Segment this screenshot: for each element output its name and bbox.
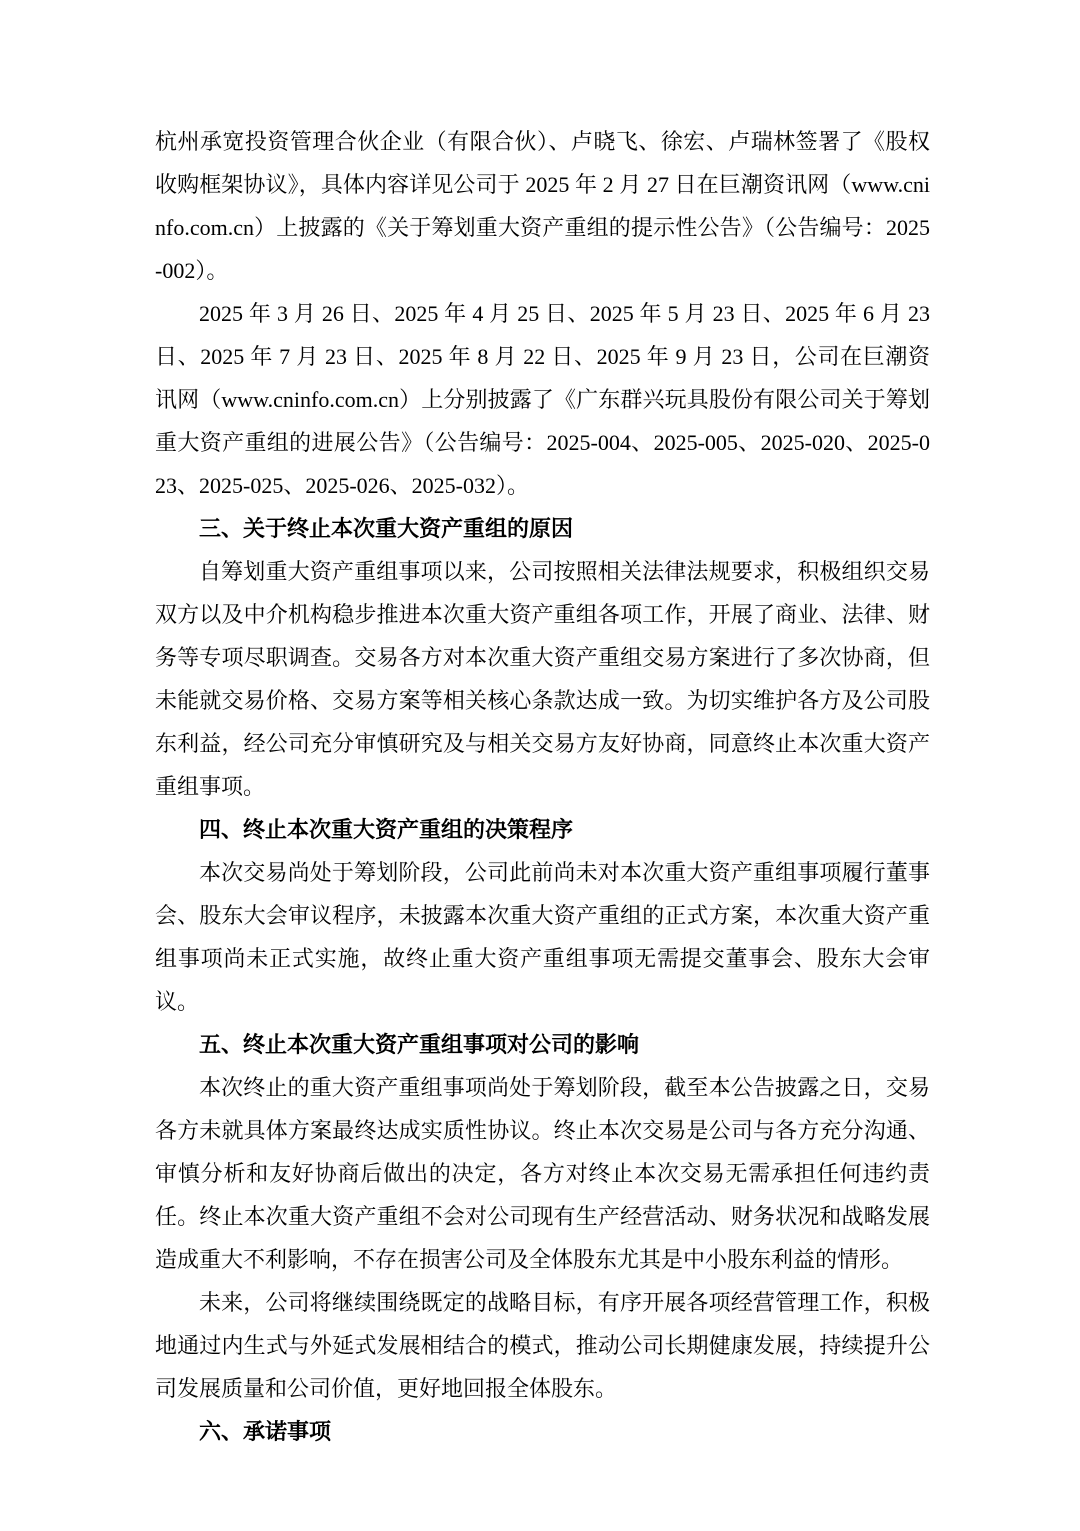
paragraph: 自筹划重大资产重组事项以来，公司按照相关法律法规要求，积极组织交易双方以及中介机构稳步推进本次重大资产重组各项工作，开展了商业、法律、财务等专项尽职调查。交易各方对本次重大资产重组交易方案进行了多次协商，但未能就交易价格、交易方案等相关核心条款达成一致。为切实维护各方及公司股东利益，经公司充分审慎研究及与相关交易方友好协商，同意终止本次重大资产重组事项。 (155, 559, 930, 799)
paragraph-continued: 杭州承宽投资管理合伙企业（有限合伙）、卢晓飞、徐宏、卢瑞林签署了《股权收购框架协议》，具体内容详见公司于 2025 年 2 月 27 日在巨潮资讯网（www.cninfo.com.cn）上披露的《关于筹划重大资产重组的提示性公告》（公告编号：2025-002）。 (155, 129, 930, 283)
section-heading-5: 五、终止本次重大资产重组事项对公司的影响 (199, 1032, 640, 1057)
paragraph: 未来，公司将继续围绕既定的战略目标，有序开展各项经营管理工作，积极地通过内生式与外延式发展相结合的模式，推动公司长期健康发展，持续提升公司发展质量和公司价值，更好地回报全体股东。 (155, 1290, 930, 1401)
paragraph: 2025 年 3 月 26 日、2025 年 4 月 25 日、2025 年 5 月 23 日、2025 年 6 月 23 日、2025 年 7 月 23 日、2025 年 8 月 22 日、2025 年 9 月 23 日，公司在巨潮资讯网（www.cninfo.com.cn）上分别披露了《广东群兴玩具股份有限公司关于筹划重大资产重组的进展公告》（公告编号：2025-004、2025-005、2025-020、2025-023、2025-025、2025-026、2025-032）。 (155, 301, 930, 498)
section-heading-4: 四、终止本次重大资产重组的决策程序 (199, 817, 574, 842)
paragraph: 本次交易尚处于筹划阶段，公司此前尚未对本次重大资产重组事项履行董事会、股东大会审议程序，未披露本次重大资产重组的正式方案，本次重大资产重组事项尚未正式实施，故终止重大资产重组事项无需提交董事会、股东大会审议。 (155, 860, 930, 1014)
document-body (155, 120, 930, 1453)
paragraph: 本次终止的重大资产重组事项尚处于筹划阶段，截至本公告披露之日，交易各方未就具体方案最终达成实质性协议。终止本次交易是公司与各方充分沟通、审慎分析和友好协商后做出的决定，各方对终止本次交易无需承担任何违约责任。终止本次重大资产重组不会对公司现有生产经营活动、财务状况和战略发展造成重大不利影响，不存在损害公司及全体股东尤其是中小股东利益的情形。 (155, 1075, 930, 1272)
section-heading-6: 六、承诺事项 (199, 1419, 332, 1444)
section-heading-3: 三、关于终止本次重大资产重组的原因 (199, 516, 574, 541)
